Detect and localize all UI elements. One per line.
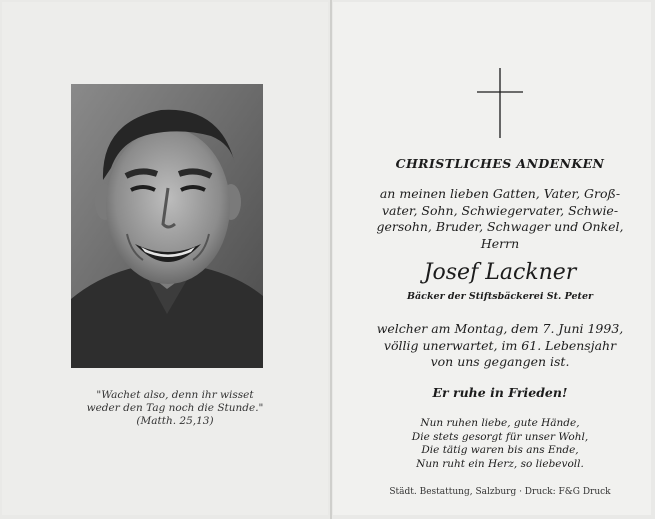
quote-line: weder den Tag noch die Stunde." xyxy=(86,402,264,414)
poem-line: Die tätig waren bis ans Ende, xyxy=(421,444,579,456)
deceased-name: Josef Lackner xyxy=(423,260,577,285)
death-notice xyxy=(340,321,655,371)
quote-line: "Wachet also, denn ihr wisset xyxy=(96,389,254,401)
death-line: von uns gegangen ist. xyxy=(430,354,570,369)
dedication-text xyxy=(340,186,655,252)
portrait-photo xyxy=(71,84,263,368)
poem-line: Nun ruht ein Herz, so liebevoll. xyxy=(416,457,584,470)
dedication-line: Herrn xyxy=(480,235,520,251)
dedication-line: gersohn, Bruder, Schwager und Onkel, xyxy=(376,219,624,234)
card-fold xyxy=(330,0,332,519)
printer-credit: Städt. Bestattung, Salzburg · Druck: F&G Druck xyxy=(389,487,611,497)
occupation: Bäcker der Stiftsbäckerei St. Peter xyxy=(407,291,593,302)
dedication-line: vater, Sohn, Schwiegervater, Schwie- xyxy=(381,202,619,218)
dedication-line: an meinen lieben Gatten, Vater, Groß- xyxy=(379,186,621,201)
poem-line: Die stets gesorgt für unser Wohl, xyxy=(411,430,589,443)
bible-quote xyxy=(60,389,290,428)
rest-in-peace: Er ruhe in Frieden! xyxy=(432,385,568,400)
quote-reference: (Matth. 25,13) xyxy=(136,415,214,427)
cross-icon xyxy=(477,68,523,138)
death-line: völlig unerwartet, im 61. Lebensjahr xyxy=(383,337,617,353)
poem-line: Nun ruhen liebe, gute Hände, xyxy=(420,417,580,429)
card-heading: CHRISTLICHES ANDENKEN xyxy=(395,156,605,171)
memorial-poem xyxy=(340,417,655,471)
death-line: welcher am Montag, dem 7. Juni 1993, xyxy=(376,321,624,336)
